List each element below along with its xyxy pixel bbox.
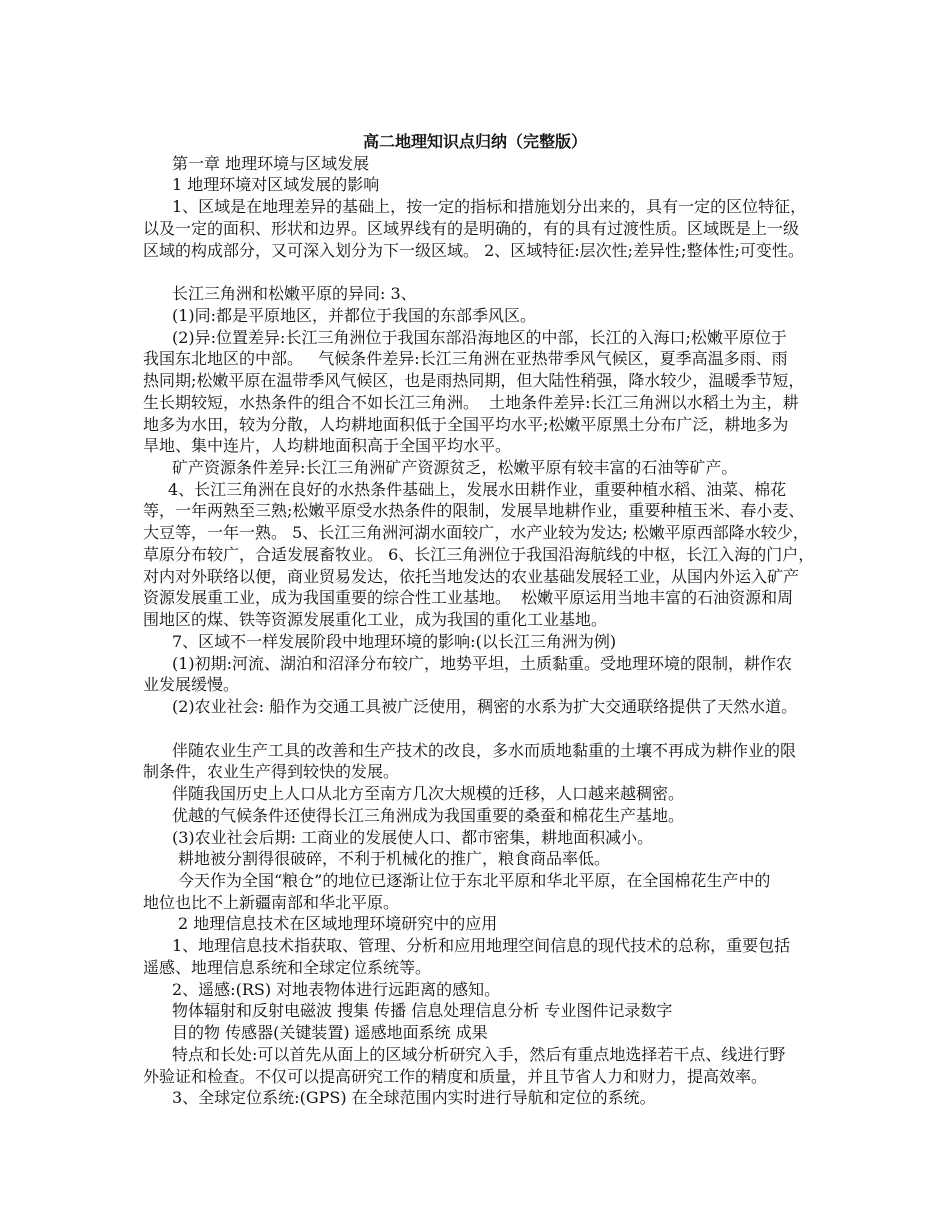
text-line: 2、遥感:(RS) 对地表物体进行远距离的感知。 [172,979,501,999]
text-line: (2)农业社会: 船作为交通工具被广泛使用，稠密的水系为扩大交通联络提供了天然水道。 [172,697,798,717]
text-line: 大豆等，一年一熟。 5、长江三角洲河湖水面较广，水产业较为发达; 松嫩平原西部降水较少， [143,523,809,543]
text-line: 制条件，农业生产得到较快的发展。 [143,762,400,782]
text-line: 我国东北地区的中部。 气候条件差异:长江三角洲在亚热带季风气候区，夏季高温多雨、雨 [143,349,788,369]
text-line: 伴随农业生产工具的改善和生产技术的改良，多水而质地黏重的土壤不再成为耕作业的限 [172,740,797,760]
text-line: 优越的气候条件还使得长江三角洲成为我国重要的桑蚕和棉花生产基地。 [172,805,685,825]
text-line: 旱地、集中连片，人均耕地面积高于全国平均水平。 [143,436,512,456]
section-heading: 2 地理信息技术在区域地理环境研究中的应用 [178,914,498,934]
text-line: 业发展缓慢。 [143,675,240,695]
text-line: 特点和长处:可以首先从面上的区域分析研究入手，然后有重点地选择若干点、线进行野 [172,1044,786,1064]
text-line: (1)同:都是平原地区，并都位于我国的东部季风区。 [172,305,537,325]
text-line: 矿产资源条件差异:长江三角洲矿产资源贫乏，松嫩平原有较丰富的石油等矿产。 [172,458,738,478]
text-line: 耕地被分割得很破碎，不利于机械化的推广，粮食商品率低。 [178,849,611,869]
text-line: 物体辐射和反射电磁波 搜集 传播 信息处理信息分析 专业图件记录数字 [172,1001,673,1021]
text-line: 4、长江三角洲在良好的水热条件基础上，发展水田耕作业，重要种植水稻、油菜、棉花 [168,479,787,499]
text-line: 1、区域是在地理差异的基础上，按一定的指标和措施划分出来的，具有一定的区位特征， [172,197,807,217]
text-line: 资源发展重工业，成为我国重要的综合性工业基地。 松嫩平原运用当地丰富的石油资源和周 [143,588,794,608]
text-line: (2)异:位置差异:长江三角洲位于我国东部沿海地区的中部，长江的入海口;松嫩平原位于 [172,327,787,347]
text-line: 地位也比不上新疆南部和华北平原。 [143,892,400,912]
text-line: 生长期较短，水热条件的组合不如长江三角洲。 土地条件差异:长江三角洲以水稻土为主，耕 [143,392,799,412]
text-line: 3、全球定位系统:(GPS) 在全球范围内实时进行导航和定位的系统。 [172,1088,656,1108]
text-line: 今天作为全国“粮仓”的地位已逐渐让位于东北平原和华北平原，在全国棉花生产中的 [178,870,771,890]
document-title: 高二地理知识点归纳（完整版） [362,132,587,151]
chapter-heading: 第一章 地理环境与区域发展 [172,153,370,173]
text-line: 伴随我国历史上人口从北方至南方几次大规模的迁移，人口越来越稠密。 [172,784,685,804]
text-line: 以及一定的面积、形状和边界。区域界线有的是明确的，有的具有过渡性质。区域既是上一级 [143,218,800,238]
text-line: 遥感、地理信息系统和全球定位系统等。 [143,957,432,977]
text-line: 草原分布较广，合适发展畜牧业。 6、长江三角洲位于我国沿海航线的中枢，长江入海的门户， [143,544,815,564]
blank-line [0,718,950,740]
text-line: 区域的构成部分，又可深入划分为下一级区域。 2、区域特征:层次性;差异性;整体性;可变性。 [143,240,804,260]
blank-line [0,261,950,283]
text-line: 围地区的煤、铁等资源发展重化工业，成为我国的重化工业基地。 [143,610,608,630]
text-line: 1、地理信息技术指获取、管理、分析和应用地理空间信息的现代技术的总称，重要包括 [172,936,791,956]
text-line: 地多为水田，较为分散，人均耕地面积低于全国平均水平;松嫩平原黑土分布广泛，耕地多为 [143,414,789,434]
text-line: 长江三角洲和松嫩平原的异同: 3、 [172,284,417,304]
text-line: 等，一年两熟至三熟;松嫩平原受水热条件的限制，发展旱地耕作业，重要种植玉米、春小麦、 [143,501,805,521]
text-line: 对内对外联络以便，商业贸易发达，依托当地发达的农业基础发展轻工业，从国内外运入矿产 [143,566,800,586]
section-heading: 1 地理环境对区域发展的影响 [172,175,380,195]
text-line: 目的物 传感器(关键装置) 遥感地面系统 成果 [172,1023,488,1043]
document-body [0,131,950,1109]
text-line: (1)初期:河流、湖泊和沼泽分布较广，地势平坦，土质黏重。受地理环境的限制，耕作农 [172,653,793,673]
text-line: (3)农业社会后期: 工商业的发展使人口、都市密集，耕地面积减小。 [172,827,654,847]
text-line: 7、区域不一样发展阶段中地理环境的影响:(以长江三角洲为例) [172,631,617,651]
text-line: 外验证和检查。不仅可以提高研究工作的精度和质量，并且节省人力和财力，提高效率。 [143,1066,768,1086]
text-line: 热同期;松嫩平原在温带季风气候区，也是雨热同期，但大陆性稍强，降水较少，温暖季节短， [143,371,805,391]
